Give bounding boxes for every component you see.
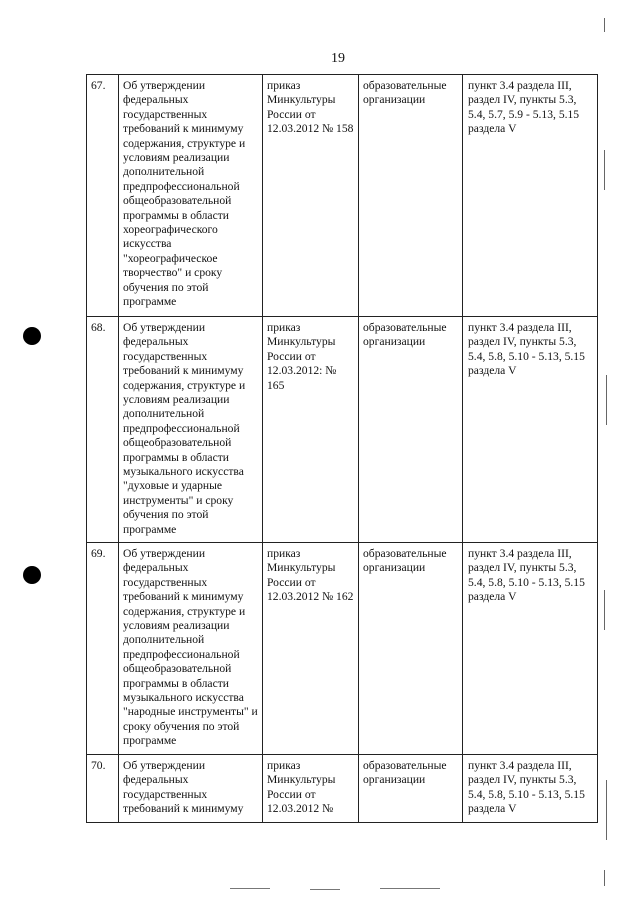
act-subjects: образовательные организации [359, 317, 463, 543]
scan-artifact [604, 590, 605, 630]
act-subjects: образовательные организации [359, 543, 463, 755]
act-document: приказ Минкультуры России от 12.03.2012 № 158 [263, 75, 359, 317]
regulations-table [86, 74, 598, 823]
act-title: Об утверждении федеральных государственных требований к минимуму [119, 755, 263, 823]
scan-artifact [230, 888, 270, 889]
table-row [87, 755, 598, 823]
act-title: Об утверждении федеральных государственных требований к минимуму содержания, структуре и условиям реализации дополнительной предпрофессиональной общеобразовательной программы в области музыкального искусства "народные инструменты" и сроку обучения по этой программе [119, 543, 263, 755]
scan-artifact [606, 375, 607, 425]
scan-artifact [604, 870, 605, 886]
table-row [87, 317, 598, 543]
act-reference: пункт 3.4 раздела III, раздел IV, пункты 5.3, 5.4, 5.8, 5.10 - 5.13, 5.15 раздела V [463, 317, 598, 543]
act-reference: пункт 3.4 раздела III, раздел IV, пункты 5.3, 5.4, 5.8, 5.10 - 5.13, 5.15 раздела V [463, 755, 598, 823]
scan-artifact [604, 18, 605, 32]
scan-artifact [606, 780, 607, 840]
act-reference: пункт 3.4 раздела III, раздел IV, пункты 5.3, 5.4, 5.8, 5.10 - 5.13, 5.15 раздела V [463, 543, 598, 755]
act-subjects: образовательные организации [359, 75, 463, 317]
punch-hole-mark [23, 327, 41, 345]
row-number: 69. [87, 543, 119, 755]
punch-hole-mark [23, 566, 41, 584]
act-document: приказ Минкультуры России от 12.03.2012 № [263, 755, 359, 823]
act-reference: пункт 3.4 раздела III, раздел IV, пункты 5.3, 5.4, 5.7, 5.9 - 5.13, 5.15 раздела V [463, 75, 598, 317]
act-subjects: образовательные организации [359, 755, 463, 823]
act-document: приказ Минкультуры России от 12.03.2012: № 165 [263, 317, 359, 543]
row-number: 70. [87, 755, 119, 823]
page-number: 19 [331, 51, 345, 66]
act-title: Об утверждении федеральных государственных требований к минимуму содержания, структуре и условиям реализации дополнительной предпрофессиональной общеобразовательной программы в области музыкального искусства "духовые и ударные инструменты" и сроку обучения по этой программе [119, 317, 263, 543]
row-number: 68. [87, 317, 119, 543]
table-row [87, 543, 598, 755]
scan-artifact [604, 150, 605, 190]
scan-artifact [380, 888, 440, 889]
scan-artifact [310, 889, 340, 890]
table-row [87, 75, 598, 317]
row-number: 67. [87, 75, 119, 317]
act-document: приказ Минкультуры России от 12.03.2012 № 162 [263, 543, 359, 755]
act-title: Об утверждении федеральных государственных требований к минимуму содержания, структуре и условиям реализации дополнительной предпрофессиональной общеобразовательной программы в области хореографического искусства "хореографическое творчество" и сроку обучения по этой программе [119, 75, 263, 317]
